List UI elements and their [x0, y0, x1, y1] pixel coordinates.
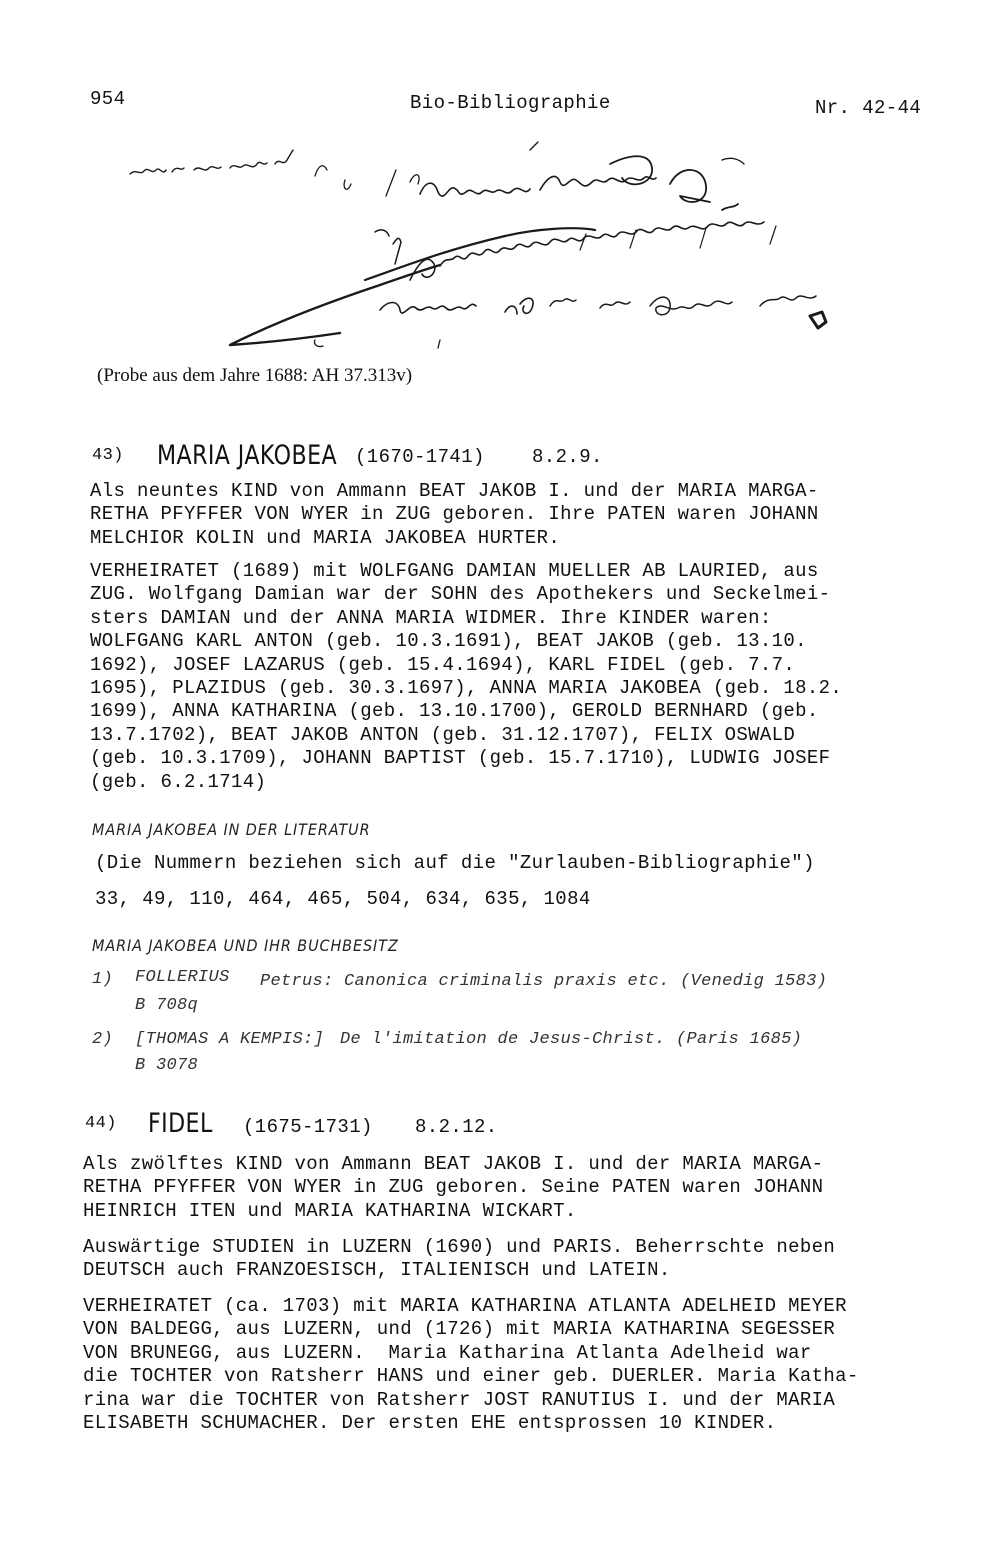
entry-43-marriage-paragraph: VERHEIRATET (1689) mit WOLFGANG DAMIAN MUELLER AB LAURIED, aus ZUG. Wolfgang Damian war der SOHN des Apothekers und Seckelmei- sters DAMIAN und der ANNA MARIA WIDMER. Ihre KINDER waren: WOLFGANG KARL ANTON (geb. 10.3.1691), BEAT JAKOB (geb. 13.10. 1692), JOSEF LAZARUS (geb. 15.4.1694), KARL FIDEL (geb. 7.7. 1695), PLAZIDUS (geb. 30.3.1697), ANNA MARIA JAKOBEA (geb. 18.2. 1699), ANNA KATHARINA (geb. 13.10.1700), GEROLD BERNHARD (geb. 13.7.1702), BEAT JAKOB ANTON (geb. 31.12.1707), FELIX OSWALD (geb. 10.3.1709), JOHANN BAPTIST (geb. 15.7.1710), LUDWIG JOSEF (geb. 6.2.1714) — [90, 560, 843, 793]
entry-43-number: 43) — [92, 446, 124, 465]
book-author: [THOMAS A KEMPIS:] — [135, 1030, 325, 1049]
entry-44-studies-paragraph: Auswärtige STUDIEN in LUZERN (1690) und PARIS. Beherrschte neben DEUTSCH auch FRANZOESISCH, ITALIENISCH und LATEIN. — [83, 1236, 836, 1282]
entry-range: Nr. 42-44 — [815, 97, 922, 119]
entry-44-marriage-paragraph: VERHEIRATET (ca. 1703) mit MARIA KATHARINA ATLANTA ADELHEID MEYER VON BALDEGG, aus LUZERN, und (1726) mit MARIA KATHARINA SEGESSER VON BRUNEGG, aus LUZERN. Maria Katharina Atlanta Adelheid war die TOCHTER von Ratsherr HANS und einer geb. DUERLER. Maria Katha- rina war die TOCHTER von Ratsherr JOST RANUTIUS I. und der MARIA ELISABETH SCHUMACHER. Der ersten EHE entsprossen 10 KINDER. — [83, 1295, 859, 1435]
page-number: 954 — [90, 88, 126, 110]
entry-44-birth-paragraph: Als zwölftes KIND von Ammann BEAT JAKOB I. und der MARIA MARGA- RETHA PFYFFER VON WYER in ZUG geboren. Seine PATEN waren JOHANN HEINRICH ITEN und MARIA KATHARINA WICKART. — [83, 1153, 824, 1222]
book-title: De l'imitation de Jesus-Christ. (Paris 1685) — [340, 1030, 803, 1049]
book-list-item — [92, 968, 892, 1018]
entry-43-years: (1670-1741) — [355, 446, 485, 468]
book-shelfmark: B 708q — [135, 996, 199, 1015]
book-author: FOLLERIUS — [135, 968, 230, 987]
entry-43-books-heading: MARIA JAKOBEA UND IHR BUCHBESITZ — [92, 936, 399, 955]
entry-43-code: 8.2.9. — [532, 446, 603, 468]
entry-43-literature-numbers: 33, 49, 110, 464, 465, 504, 634, 635, 1084 — [95, 888, 591, 910]
entry-43-literature-heading: MARIA JAKOBEA IN DER LITERATUR — [92, 820, 371, 839]
book-title: Petrus: Canonica criminalis praxis etc. (Venedig 1583) — [260, 972, 828, 991]
book-shelfmark: B 3078 — [135, 1056, 199, 1075]
entry-44-name: FIDEL — [148, 1108, 213, 1139]
book-index: 1) — [92, 970, 114, 989]
entry-43-birth-paragraph: Als neuntes KIND von Ammann BEAT JAKOB I. und der MARIA MARGA- RETHA PFYFFER VON WYER in ZUG geboren. Ihre PATEN waren JOHANN MELCHIOR KOLIN und MARIA JAKOBEA HURTER. — [90, 480, 819, 549]
signature-caption: (Probe aus dem Jahre 1688: AH 37.313v) — [97, 365, 413, 386]
running-title: Bio-Bibliographie — [410, 92, 611, 114]
entry-43-name: MARIA JAKOBEA — [157, 440, 338, 471]
book-list-item — [92, 1028, 892, 1078]
entry-43-literature-note: (Die Nummern beziehen sich auf die "Zurlauben-Bibliographie") — [95, 852, 815, 874]
handwritten-signature-image — [110, 140, 870, 355]
entry-44-number: 44) — [85, 1114, 117, 1133]
entry-44-code: 8.2.12. — [415, 1116, 498, 1138]
entry-44-years: (1675-1731) — [243, 1116, 373, 1138]
book-index: 2) — [92, 1030, 114, 1049]
